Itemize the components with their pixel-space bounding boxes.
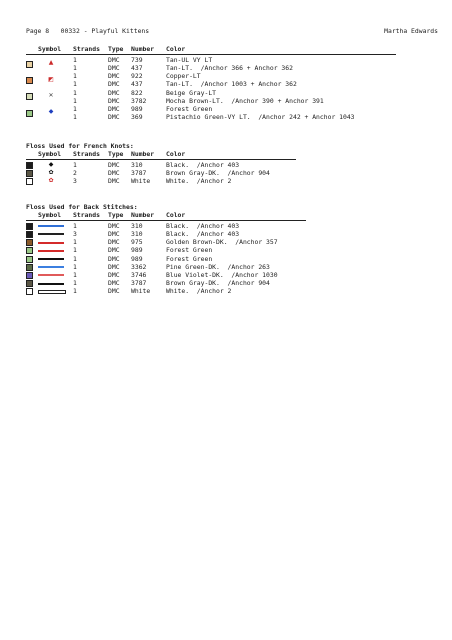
table-row [26, 55, 396, 67]
french-knots-table [26, 143, 296, 186]
type-cell: DMC [108, 287, 120, 296]
color-swatch [26, 178, 33, 185]
strands-cell: 1 [73, 96, 77, 105]
table-row [26, 161, 296, 169]
col-strands: Strands [73, 150, 100, 158]
color-cell: Copper-LT [166, 72, 201, 81]
table-header [26, 151, 296, 159]
table-row [26, 255, 306, 263]
color-cell: Tan-LT. /Anchor 366 + Anchor 362 [166, 63, 293, 72]
col-symbol: Symbol [38, 45, 62, 53]
type-cell: DMC [108, 63, 120, 72]
header-divider [26, 54, 396, 55]
number-cell: 3746 [131, 270, 147, 279]
color-swatch [26, 288, 33, 295]
color-swatch [26, 272, 33, 279]
number-cell: 437 [131, 63, 143, 72]
color-cell: Black. /Anchor 403 [166, 160, 240, 169]
color-cell: Blue Violet-DK. /Anchor 1030 [166, 270, 278, 279]
table-row [26, 97, 396, 105]
strands-cell: 1 [73, 88, 77, 97]
color-cell: Tan-UL VY LT [166, 55, 213, 64]
french-knots-title: Floss Used for French Knots: [26, 142, 134, 150]
color-cell: White. /Anchor 2 [166, 287, 232, 296]
strands-cell: 1 [73, 254, 77, 263]
number-cell: 739 [131, 55, 143, 64]
col-strands: Strands [73, 45, 100, 53]
number-cell: 822 [131, 88, 143, 97]
type-cell: DMC [108, 80, 120, 89]
strands-cell: 1 [73, 63, 77, 72]
stitch-line-sample [38, 283, 64, 285]
color-swatch [26, 223, 33, 230]
col-color: Color [166, 150, 186, 158]
header-divider [26, 220, 306, 221]
back-stitches-title: Floss Used for Back Stitches: [26, 203, 138, 211]
page-header-author: Martha Edwards [384, 27, 438, 35]
header-divider [26, 159, 296, 160]
table-row [26, 247, 306, 255]
cross-icon: ✕ [48, 91, 54, 99]
type-cell: DMC [108, 55, 120, 64]
number-cell: 989 [131, 104, 143, 113]
stitch-line-sample [38, 233, 64, 235]
table-row [26, 263, 306, 271]
table-header [26, 212, 306, 220]
number-cell: 310 [131, 160, 143, 169]
col-number: Number [131, 150, 155, 158]
type-cell: DMC [108, 160, 120, 169]
table-row [26, 288, 306, 296]
number-cell: 310 [131, 221, 143, 230]
table-row [26, 230, 306, 238]
table-row [26, 89, 396, 97]
number-cell: 989 [131, 246, 143, 255]
cross-stitch-rows [26, 56, 396, 122]
number-cell: 310 [131, 229, 143, 238]
color-cell: Tan-LT. /Anchor 1003 + Anchor 362 [166, 80, 297, 89]
number-cell: 989 [131, 254, 143, 263]
table-row [26, 222, 306, 230]
strands-cell: 3 [73, 229, 77, 238]
flower-icon: ✿ [48, 177, 54, 185]
color-swatch [26, 280, 33, 287]
strands-cell: 1 [73, 72, 77, 81]
col-symbol: Symbol [38, 150, 62, 158]
stitch-line-sample [38, 258, 64, 260]
stitch-line-sample [38, 242, 64, 244]
color-cell: Pistachio Green-VY LT. /Anchor 242 + Anchor 1043 [166, 113, 355, 122]
strands-cell: 1 [73, 160, 77, 169]
strands-cell: 1 [73, 238, 77, 247]
number-cell: White [131, 177, 151, 186]
table-row [26, 104, 396, 116]
color-swatch [26, 264, 33, 271]
color-cell: Forest Green [166, 246, 213, 255]
table-row [26, 81, 396, 89]
table-row [26, 72, 396, 83]
table-header [26, 46, 396, 54]
type-cell: DMC [108, 168, 120, 177]
strands-cell: 2 [73, 168, 77, 177]
col-number: Number [131, 211, 155, 219]
number-cell: 437 [131, 80, 143, 89]
type-cell: DMC [108, 96, 120, 105]
stitch-line-sample [38, 290, 66, 294]
number-cell: 3362 [131, 262, 147, 271]
type-cell: DMC [108, 254, 120, 263]
type-cell: DMC [108, 72, 120, 81]
strands-cell: 1 [73, 270, 77, 279]
type-cell: DMC [108, 104, 120, 113]
col-color: Color [166, 211, 186, 219]
page-header [26, 28, 438, 37]
color-swatch [26, 170, 33, 177]
stitch-line-sample [38, 250, 64, 252]
type-cell: DMC [108, 238, 120, 247]
number-cell: White [131, 287, 151, 296]
strands-cell: 3 [73, 177, 77, 186]
color-cell: Beige Gray-LT [166, 88, 217, 97]
strands-cell: 1 [73, 80, 77, 89]
type-cell: DMC [108, 279, 120, 288]
table-row [26, 169, 296, 177]
color-swatch [26, 256, 33, 263]
color-swatch [26, 231, 33, 238]
strands-cell: 1 [73, 55, 77, 64]
color-cell: White. /Anchor 2 [166, 177, 232, 186]
col-symbol: Symbol [38, 211, 62, 219]
number-cell: 3787 [131, 168, 147, 177]
flower-icon: ✿ [48, 168, 54, 176]
color-cell: Forest Green [166, 104, 213, 113]
stitch-line-sample [38, 266, 64, 268]
number-cell: 975 [131, 238, 143, 247]
strands-cell: 1 [73, 113, 77, 122]
table-row [26, 177, 296, 185]
color-swatch [26, 162, 33, 169]
type-cell: DMC [108, 177, 120, 186]
type-cell: DMC [108, 246, 120, 255]
number-cell: 922 [131, 72, 143, 81]
color-cell: Mocha Brown-LT. /Anchor 390 + Anchor 391 [166, 96, 324, 105]
strands-cell: 1 [73, 279, 77, 288]
stitch-line-sample [38, 225, 64, 227]
table-row [26, 279, 306, 287]
color-cell: Golden Brown-DK. /Anchor 357 [166, 238, 278, 247]
table-row [26, 271, 306, 279]
number-cell: 3787 [131, 279, 147, 288]
col-strands: Strands [73, 211, 100, 219]
table-row [26, 238, 306, 246]
col-number: Number [131, 45, 155, 53]
page-header-title: Page 8 00332 - Playful Kittens [26, 27, 150, 35]
color-cell: Forest Green [166, 254, 213, 263]
color-swatch [26, 247, 33, 254]
type-cell: DMC [108, 113, 120, 122]
diamond-icon: ◆ [48, 108, 54, 116]
strands-cell: 1 [73, 246, 77, 255]
col-color: Color [166, 45, 186, 53]
table-row [26, 113, 396, 121]
color-cell: Brown Gray-DK. /Anchor 904 [166, 168, 270, 177]
number-cell: 3782 [131, 96, 147, 105]
type-cell: DMC [108, 270, 120, 279]
stitch-line-sample [38, 274, 64, 276]
color-swatch [26, 239, 33, 246]
color-cell: Brown Gray-DK. /Anchor 904 [166, 279, 270, 288]
color-cell: Black. /Anchor 403 [166, 229, 240, 238]
triangle-icon: ▲ [48, 59, 54, 67]
color-cell: Black. /Anchor 403 [166, 221, 240, 230]
type-cell: DMC [108, 262, 120, 271]
diamond-icon: ◆ [48, 160, 54, 168]
strands-cell: 1 [73, 262, 77, 271]
col-type: Type [108, 150, 124, 158]
french-knots-rows [26, 161, 296, 186]
type-cell: DMC [108, 221, 120, 230]
strands-cell: 1 [73, 104, 77, 113]
type-cell: DMC [108, 229, 120, 238]
strands-cell: 1 [73, 287, 77, 296]
cross-stitch-table [26, 46, 396, 122]
back-stitches-table [26, 204, 306, 296]
type-cell: DMC [108, 88, 120, 97]
number-cell: 369 [131, 113, 143, 122]
col-type: Type [108, 45, 124, 53]
back-stitches-rows [26, 222, 306, 296]
color-cell: Pine Green-DK. /Anchor 263 [166, 262, 270, 271]
split-square-icon: ◩ [48, 75, 54, 83]
strands-cell: 1 [73, 221, 77, 230]
col-type: Type [108, 211, 124, 219]
table-row [26, 64, 396, 72]
